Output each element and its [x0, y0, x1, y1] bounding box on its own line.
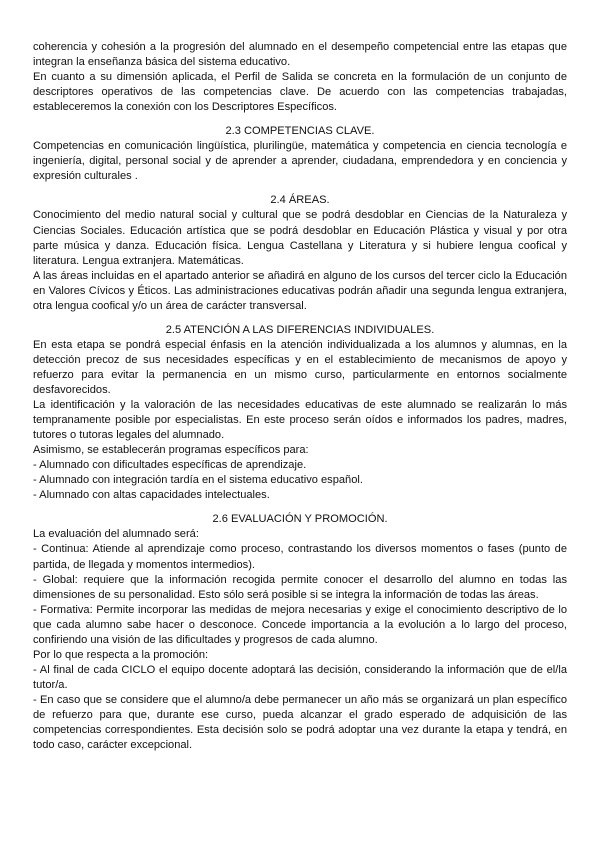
- document-page: [33, 40, 567, 753]
- list-item: - Formativa: Permite incorporar las medidas de mejora necesarias y exige el conocimiento descriptivo de lo que cada alumno sabe hacer o desconoce. Concede importancia a la evolución a lo largo del proceso, confiriendo una visión de las dificultades y progresos de cada alumno.: [33, 603, 567, 646]
- section-heading-atencion: 2.5 ATENCIÓN A LAS DIFERENCIAS INDIVIDUALES.: [165, 323, 435, 336]
- promocion-intro: Por lo que respecta a la promoción:: [33, 648, 209, 661]
- atencion-paragraph-3: Asimismo, se establecerán programas específicos para:: [33, 444, 309, 457]
- list-item: - Global: requiere que la información recogida permite conocer el desarrollo del alumno en todas las dimensiones de su personalidad. Esto sólo será posible si se integra la información de todas las áreas.: [33, 573, 567, 601]
- atencion-paragraph-2: La identificación y la valoración de las necesidades educativas de este alumnado se realizarán lo más tempranamente posible por especialistas. En este proceso serán oídos e informados los padres, madres, tutores o tutoras legales del alumnado.: [33, 399, 567, 442]
- section-heading-evaluacion: 2.6 EVALUACIÓN Y PROMOCIÓN.: [212, 513, 388, 526]
- intro-paragraph-1: coherencia y cohesión a la progresión del alumnado en el desempeño competencial entre las etapas que integran la enseñanza básica del sistema educativo.: [33, 41, 567, 69]
- list-item: - Alumnado con dificultades específicas de aprendizaje.: [33, 459, 307, 472]
- section-heading-areas: 2.4 ÁREAS.: [270, 194, 330, 207]
- intro-paragraph-2: En cuanto a su dimensión aplicada, el Perfil de Salida se concreta en la formulación de un conjunto de descriptores operativos de las competencias clave. De acuerdo con las competencias trabajadas, estableceremos la conexión con los Descriptores Específicos.: [33, 71, 567, 114]
- list-item: - Continua: Atiende al aprendizaje como proceso, contrastando los diversos momentos o fases (punto de partida, de llegada y momentos intermedios).: [33, 543, 567, 571]
- list-item: - Alumnado con integración tardía en el sistema educativo español.: [33, 474, 363, 487]
- evaluacion-paragraph-1: La evaluación del alumnado será:: [33, 528, 199, 541]
- competencias-paragraph: Competencias en comunicación lingüística, plurilingüe, matemática y competencia en ciencia tecnología e ingeniería, digital, personal social y de aprender a aprender, ciudadana, emprendedora y en conciencia y expresión culturales .: [33, 140, 567, 183]
- section-heading-competencias: 2.3 COMPETENCIAS CLAVE.: [225, 125, 375, 138]
- atencion-paragraph-1: En esta etapa se pondrá especial énfasis en la atención individualizada a los alumnos y alumnas, en la detección precoz de sus necesidades específicas y en el establecimiento de mecanismos de apoyo y refuerzo para evitar la permanencia en un mismo curso, particularmente en entornos socialmente desfavorecidos.: [33, 338, 567, 396]
- areas-paragraph-1: Conocimiento del medio natural social y cultural que se podrá desdoblar en Ciencias de la Naturaleza y Ciencias Sociales. Educación artística que se podrá desdoblar en Educación Plástica y visual y por otra parte música y danza. Educación física. Lengua Castellana y Literatura y si hubiere lengua coofical y literatura. Lengua extranjera. Matemáticas.: [33, 209, 567, 267]
- list-item: - En caso que se considere que el alumno/a debe permanecer un año más se organizará un plan específico de refuerzo para que, durante ese curso, pueda alcanzar el grado esperado de adquisición de las competencias correspondientes. Esta decisión solo se podrá adoptar una vez durante la etapa y tendrá, en todo caso, carácter excepcional.: [33, 693, 567, 752]
- areas-paragraph-2: A las áreas incluidas en el apartado anterior se añadirá en alguno de los cursos del tercer ciclo la Educación en Valores Cívicos y Éticos. Las administraciones educativas podrán añadir una segunda lengua extranjera, otra lengua coofical y/o un área de carácter transversal.: [33, 269, 567, 312]
- list-item: - Al final de cada CICLO el equipo docente adoptará las decisión, considerando la información que de el/la tutor/a.: [33, 663, 567, 691]
- list-item: - Alumnado con altas capacidades intelectuales.: [33, 489, 270, 502]
